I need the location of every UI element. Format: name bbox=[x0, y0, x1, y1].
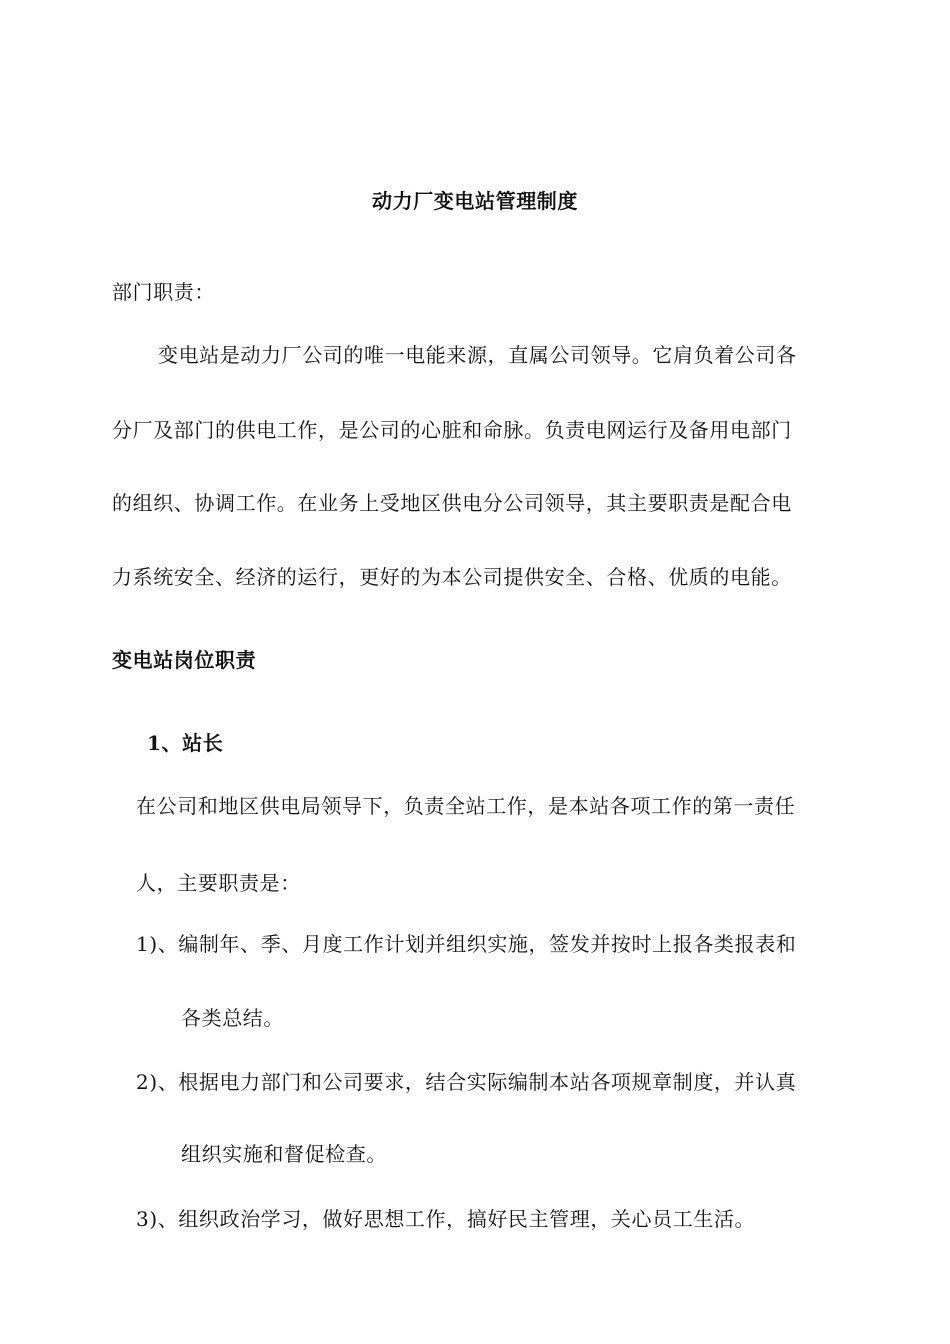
document-title: 动力厂变电站管理制度 bbox=[372, 189, 578, 213]
duty-item-continuation: 各类总结。 bbox=[181, 1006, 284, 1030]
department-paragraph-line: 变电站是动力厂公司的唯一电能来源，直属公司领导。它肩负着公司各 bbox=[158, 343, 797, 367]
subsection-heading: 1、站长 bbox=[147, 731, 224, 755]
duty-item-line: 1)、编制年、季、月度工作计划并组织实施，签发并按时上报各类报表和 bbox=[136, 932, 797, 956]
department-paragraph-line: 力系统安全、经济的运行，更好的为本公司提供安全、合格、优质的电能。 bbox=[112, 565, 792, 589]
station-master-intro-line: 在公司和地区供电局领导下，负责全站工作，是本站各项工作的第一责任 bbox=[136, 794, 796, 818]
duty-item-line: 3)、组织政治学习，做好思想工作，搞好民主管理，关心员工生活。 bbox=[136, 1207, 756, 1231]
department-paragraph-line: 的组织、协调工作。在业务上受地区供电分公司领导，其主要职责是配合电 bbox=[112, 491, 792, 515]
duty-item-line: 2)、根据电力部门和公司要求，结合实际编制本站各项规章制度，并认真 bbox=[136, 1070, 797, 1094]
duty-item-continuation: 组织实施和督促检查。 bbox=[181, 1142, 387, 1166]
station-master-intro-line: 人，主要职责是： bbox=[136, 871, 301, 895]
department-heading: 部门职责： bbox=[112, 280, 215, 304]
section-heading: 变电站岗位职责 bbox=[112, 648, 257, 672]
department-paragraph-line: 分厂及部门的供电工作，是公司的心脏和命脉。负责电网运行及备用电部门 bbox=[112, 418, 792, 442]
